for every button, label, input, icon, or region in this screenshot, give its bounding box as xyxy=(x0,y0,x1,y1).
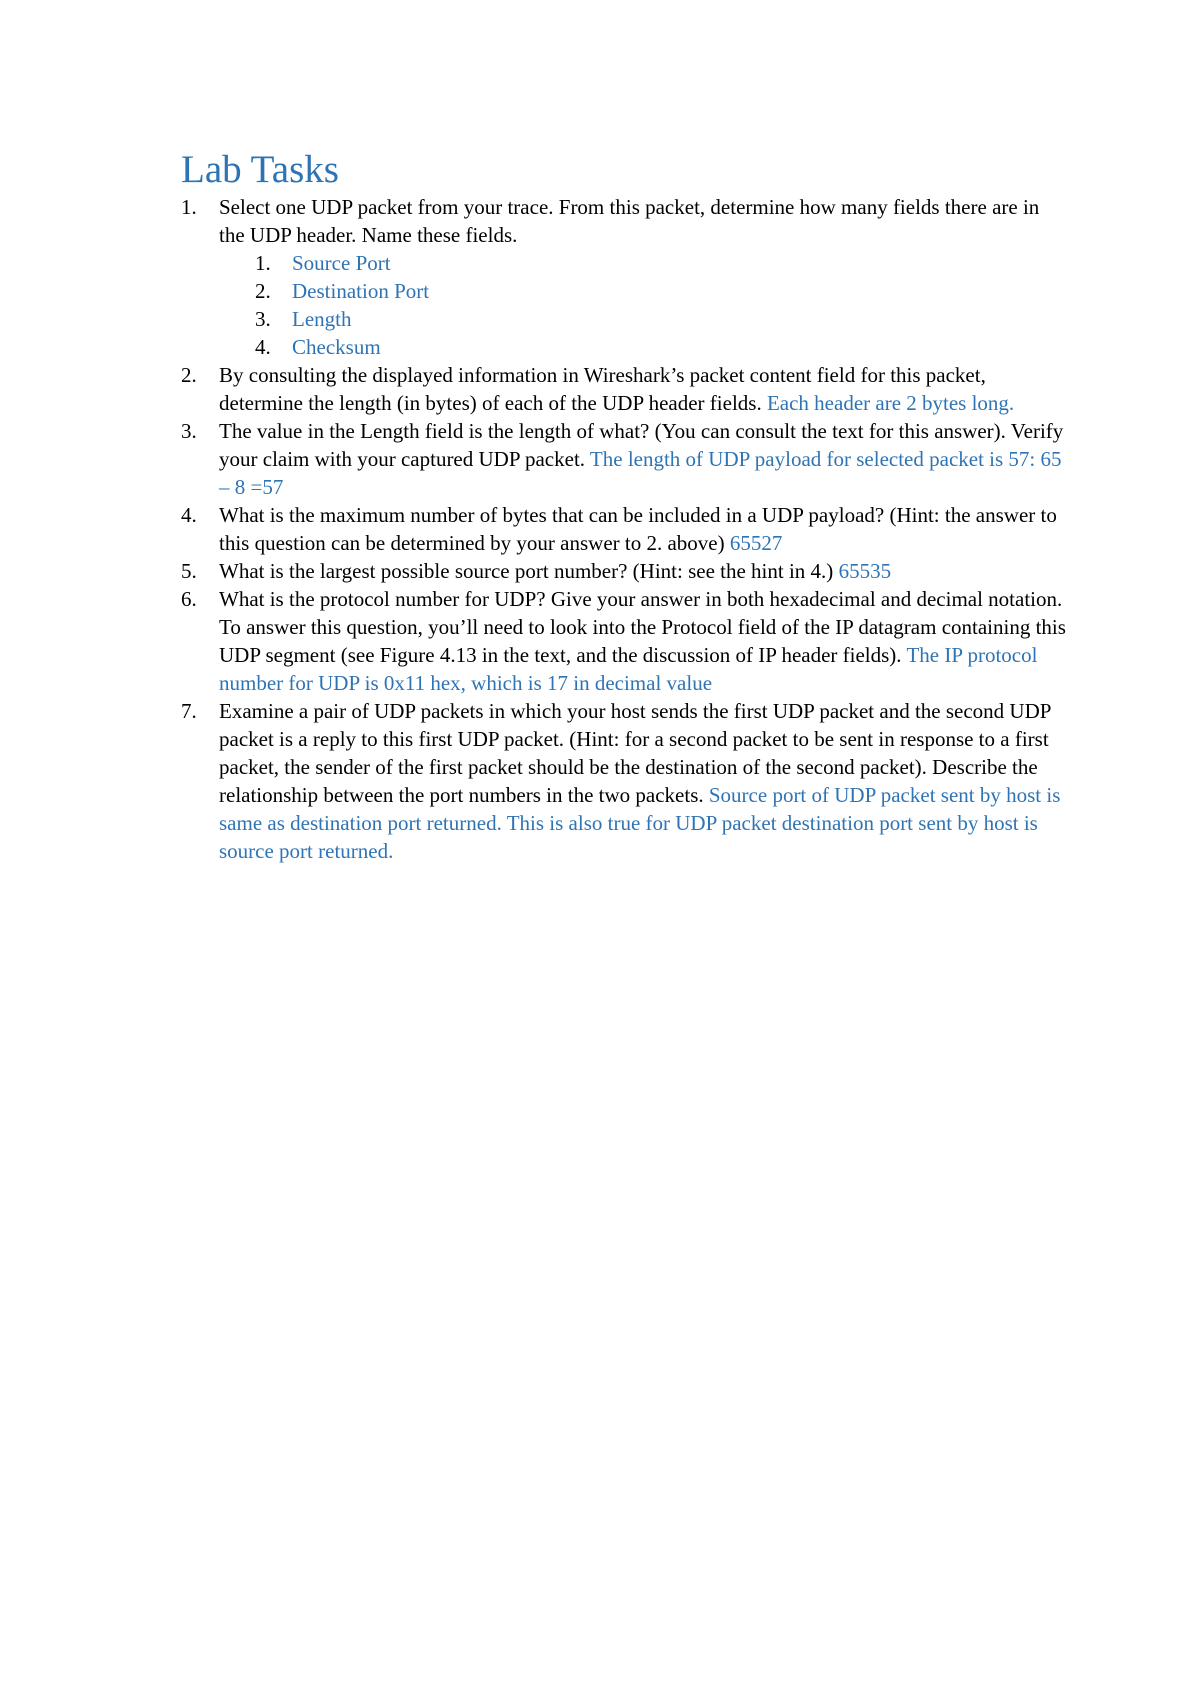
header-field-item xyxy=(255,305,1066,333)
header-field-item xyxy=(255,249,1066,277)
task-answer: The length of UDP payload for selected packet is 57: 65 – 8 =57 xyxy=(219,447,1062,499)
header-field-item xyxy=(255,333,1066,361)
task-item-1 xyxy=(181,193,1066,361)
header-field-list xyxy=(219,249,1066,361)
task-item-2 xyxy=(181,361,1066,417)
task-question: By consulting the displayed information in Wireshark’s packet content field for this packet, determine the length (in bytes) of each of the UDP header fields. xyxy=(219,363,986,415)
task-item-6 xyxy=(181,585,1066,697)
lab-task-list xyxy=(181,193,1066,865)
task-number: 1. xyxy=(181,195,197,219)
task-answer: Source port of UDP packet sent by host is same as destination port returned. This is also true for UDP packet destination port sent by host is source port returned. xyxy=(219,783,1061,863)
task-answer: The IP protocol number for UDP is 0x11 hex, which is 17 in decimal value xyxy=(219,643,1038,695)
page-title: Lab Tasks xyxy=(181,148,339,191)
task-item-5 xyxy=(181,557,1066,585)
header-field-name: Checksum xyxy=(292,335,381,359)
header-field-number: 2. xyxy=(255,279,271,303)
task-number: 2. xyxy=(181,363,197,387)
task-number: 5. xyxy=(181,559,197,583)
task-item-3 xyxy=(181,417,1066,501)
task-number: 3. xyxy=(181,419,197,443)
header-field-name: Destination Port xyxy=(292,279,430,303)
task-answer: Each header are 2 bytes long. xyxy=(766,391,1015,415)
task-question: What is the maximum number of bytes that can be included in a UDP payload? (Hint: the answer to this question can be determined by your answer to 2. above) xyxy=(219,503,1057,555)
task-question: The value in the Length field is the length of what? (You can consult the text for this answer). Verify your claim with your captured UDP packet. xyxy=(219,419,1064,471)
header-field-number: 3. xyxy=(255,307,271,331)
header-field-number: 1. xyxy=(255,251,271,275)
header-field-name: Length xyxy=(292,307,352,331)
header-field-number: 4. xyxy=(255,335,271,359)
task-answer: 65527 xyxy=(729,531,783,555)
task-question: What is the protocol number for UDP? Give your answer in both hexadecimal and decimal notation. To answer this question, you’ll need to look into the Protocol field of the IP datagram containing this UDP segment (see Figure 4.13 in the text, and the discussion of IP header fields). xyxy=(219,587,1066,667)
task-question: Select one UDP packet from your trace. From this packet, determine how many fields there are in the UDP header. Name these fields. xyxy=(219,195,1040,247)
task-question: Examine a pair of UDP packets in which your host sends the first UDP packet and the second UDP packet is a reply to this first UDP packet. (Hint: for a second packet to be sent in response to a first packet, the sender of the first packet should be the destination of the second packet). Describe the relationship between the port numbers in the two packets. xyxy=(219,699,1051,807)
task-number: 4. xyxy=(181,503,197,527)
task-item-7 xyxy=(181,697,1066,865)
task-answer: 65535 xyxy=(838,559,892,583)
task-number: 7. xyxy=(181,699,197,723)
header-field-item xyxy=(255,277,1066,305)
task-item-4 xyxy=(181,501,1066,557)
header-field-name: Source Port xyxy=(292,251,391,275)
task-number: 6. xyxy=(181,587,197,611)
task-question: What is the largest possible source port number? (Hint: see the hint in 4.) xyxy=(219,559,834,583)
